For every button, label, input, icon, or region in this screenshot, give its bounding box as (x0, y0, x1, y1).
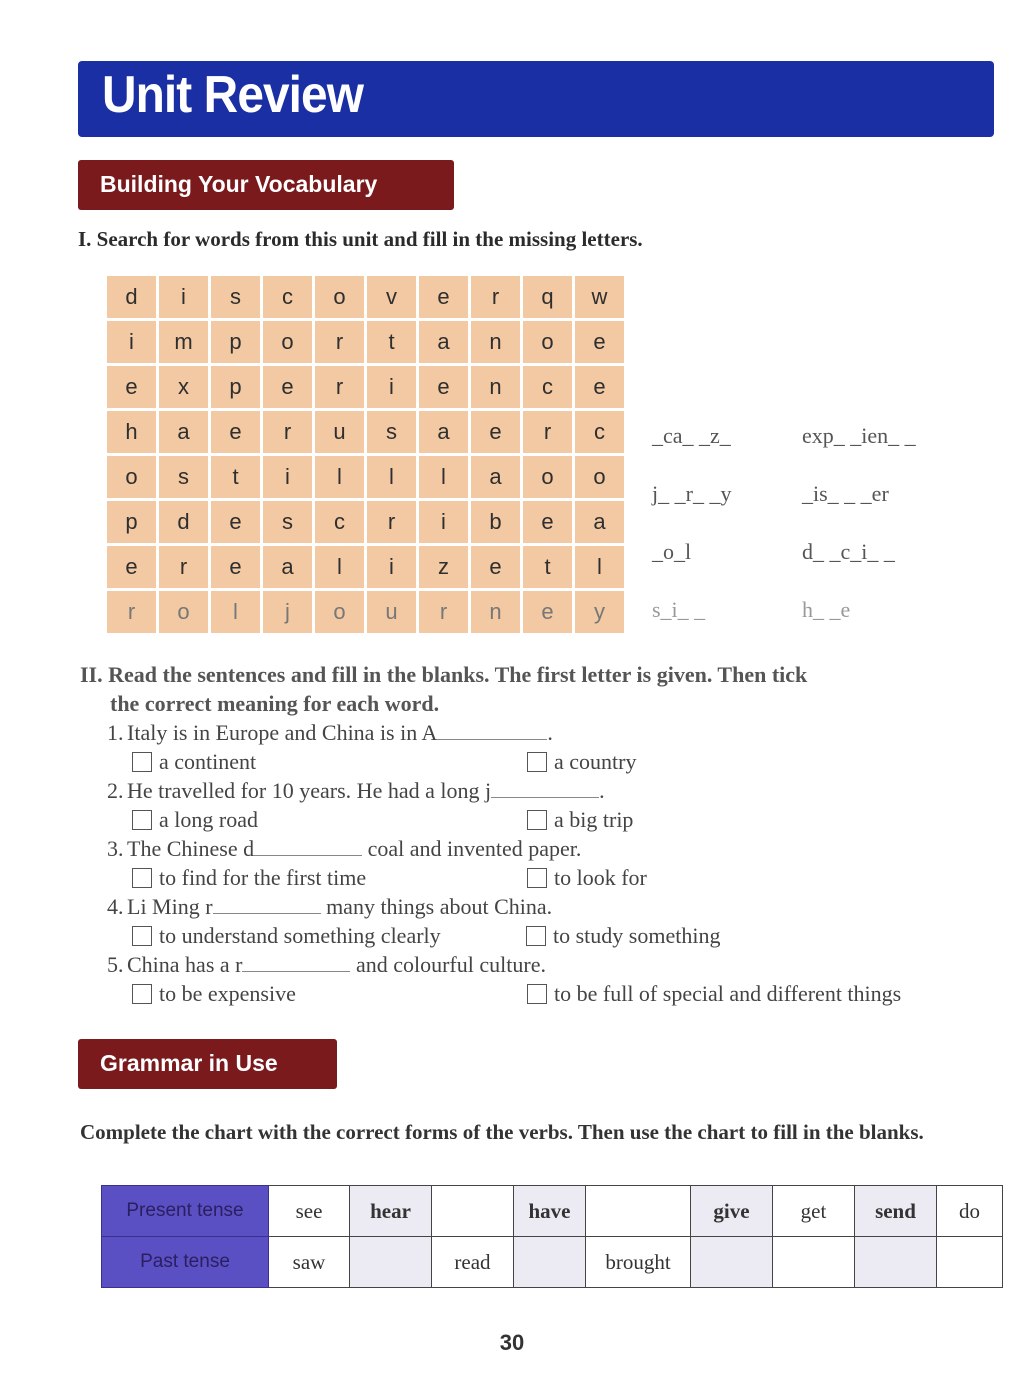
grid-cell[interactable]: c (315, 501, 364, 543)
grid-cell[interactable]: e (419, 276, 468, 318)
question-line (80, 834, 990, 863)
grid-cell[interactable]: a (575, 501, 624, 543)
grid-cell[interactable]: e (471, 411, 520, 453)
grid-cell[interactable]: r (367, 501, 416, 543)
row-label-present: Present tense (102, 1186, 269, 1237)
checkbox[interactable] (132, 868, 152, 888)
grid-cell[interactable]: e (263, 366, 312, 408)
present-tense-cell: get (773, 1186, 855, 1237)
past-tense-cell[interactable] (937, 1237, 1003, 1288)
grid-cell[interactable]: q (523, 276, 572, 318)
present-tense-cell: hear (350, 1186, 432, 1237)
question-text (127, 718, 553, 747)
grid-cell[interactable]: w (575, 276, 624, 318)
question-line (80, 892, 990, 921)
option-b-label: a country (554, 749, 637, 774)
word-clue[interactable]: exp_ _ien_ _ (802, 423, 916, 448)
grid-cell[interactable]: l (315, 456, 364, 498)
grid-cell[interactable]: i (367, 366, 416, 408)
option-b-label: a big trip (554, 807, 634, 832)
grid-cell[interactable]: h (107, 411, 156, 453)
answer-blank[interactable] (242, 953, 350, 972)
checkbox[interactable] (526, 926, 546, 946)
question-number: 2. (107, 778, 124, 803)
grid-cell[interactable]: p (211, 321, 260, 363)
option-a-label: a long road (159, 807, 258, 832)
grid-cell[interactable]: r (523, 411, 572, 453)
checkbox[interactable] (527, 984, 547, 1004)
present-tense-cell: send (855, 1186, 937, 1237)
grid-cell[interactable]: l (367, 456, 416, 498)
option-a-label: to find for the first time (159, 865, 367, 890)
grid-cell[interactable]: r (107, 591, 156, 633)
checkbox[interactable] (132, 752, 152, 772)
grid-cell[interactable]: y (575, 591, 624, 633)
grid-cell[interactable]: e (575, 366, 624, 408)
grid-cell[interactable]: o (315, 276, 364, 318)
question-line (80, 776, 990, 805)
question-list (80, 718, 990, 1008)
grid-cell[interactable]: e (107, 546, 156, 588)
question-text-after: . (547, 720, 553, 745)
section-badge-vocabulary (78, 160, 454, 210)
grid-cell[interactable]: i (159, 276, 208, 318)
grid-cell[interactable]: p (107, 501, 156, 543)
grid-cell[interactable]: r (471, 276, 520, 318)
grid-cell[interactable]: r (263, 411, 312, 453)
question-number: 4. (107, 894, 124, 919)
answer-blank[interactable] (437, 721, 547, 740)
question-text (127, 776, 605, 805)
present-tense-cell: see (269, 1186, 350, 1237)
option-a-label: to be expensive (159, 981, 296, 1006)
option-line (80, 747, 990, 776)
row-label-past: Past tense (102, 1237, 269, 1288)
grid-cell[interactable]: o (523, 321, 572, 363)
grid-cell[interactable]: e (211, 501, 260, 543)
grid-cell[interactable]: p (211, 366, 260, 408)
checkbox[interactable] (132, 810, 152, 830)
grid-cell[interactable]: n (471, 366, 520, 408)
question-text (127, 892, 552, 921)
part2-instruction-line1: II. Read the sentences and fill in the blanks. The first letter is given. Then tick (80, 662, 808, 687)
grid-cell[interactable]: o (107, 456, 156, 498)
question-text-before: The Chinese d (127, 836, 255, 861)
past-tense-cell[interactable] (855, 1237, 937, 1288)
grid-cell[interactable]: e (419, 366, 468, 408)
question-text-before: Italy is in Europe and China is in A (127, 720, 438, 745)
grid-cell[interactable]: x (159, 366, 208, 408)
option-line (80, 921, 990, 950)
grid-cell[interactable]: t (367, 321, 416, 363)
page-title: Unit Review (102, 66, 364, 124)
question-text-before: Li Ming r (127, 894, 213, 919)
option-b[interactable] (527, 805, 633, 834)
option-b[interactable] (527, 747, 636, 776)
grid-cell[interactable]: s (367, 411, 416, 453)
answer-blank[interactable] (491, 779, 599, 798)
word-clue[interactable]: d_ _c_i_ _ (802, 539, 895, 564)
part2 (80, 660, 990, 1008)
grammar-instruction: Complete the chart with the correct forms of the verbs. Then use the chart to fill in the blanks. (80, 1120, 924, 1144)
option-a[interactable] (132, 979, 296, 1008)
grid-cell[interactable]: e (211, 546, 260, 588)
grid-cell[interactable]: e (107, 366, 156, 408)
option-b-label: to be full of special and different things (554, 981, 902, 1006)
grid-cell[interactable]: c (263, 276, 312, 318)
option-a[interactable] (132, 805, 258, 834)
grid-cell[interactable]: r (315, 321, 364, 363)
option-a-label: to understand something clearly (159, 923, 441, 948)
grid-cell[interactable]: a (419, 321, 468, 363)
grid-cell[interactable]: l (575, 546, 624, 588)
past-tense-cell: saw (269, 1237, 350, 1288)
grid-cell[interactable]: r (315, 366, 364, 408)
option-b-label: to look for (554, 865, 647, 890)
grid-cell[interactable]: i (419, 501, 468, 543)
past-tense-cell: brought (586, 1237, 691, 1288)
present-tense-cell[interactable] (432, 1186, 514, 1237)
question-text-before: China has a r (127, 952, 243, 977)
grid-cell[interactable]: e (523, 591, 572, 633)
checkbox[interactable] (527, 810, 547, 830)
option-b[interactable] (527, 979, 901, 1008)
grid-cell[interactable]: b (471, 501, 520, 543)
grid-cell[interactable]: r (159, 546, 208, 588)
past-tense-cell[interactable] (350, 1237, 432, 1288)
grid-cell[interactable]: z (419, 546, 468, 588)
grid-cell[interactable]: l (315, 546, 364, 588)
grid-cell[interactable]: i (107, 321, 156, 363)
grid-cell[interactable]: s (159, 456, 208, 498)
grid-cell[interactable]: u (315, 411, 364, 453)
past-tense-row (102, 1237, 1003, 1288)
option-b[interactable] (527, 863, 647, 892)
unit-review-banner (78, 61, 994, 137)
checkbox[interactable] (527, 752, 547, 772)
grid-cell[interactable]: u (367, 591, 416, 633)
grid-cell[interactable]: t (211, 456, 260, 498)
word-clue[interactable]: h_ _e (802, 597, 851, 622)
grid-cell[interactable]: l (419, 456, 468, 498)
past-tense-cell[interactable] (514, 1237, 586, 1288)
question-line (80, 718, 990, 747)
past-tense-cell: read (432, 1237, 514, 1288)
grid-cell[interactable]: c (523, 366, 572, 408)
question-text-after: . (599, 778, 605, 803)
grid-cell[interactable]: l (211, 591, 260, 633)
word-clues (652, 423, 952, 655)
past-tense-cell[interactable] (773, 1237, 855, 1288)
option-a[interactable] (132, 863, 366, 892)
word-search-grid (107, 276, 624, 633)
question-line (80, 950, 990, 979)
grid-cell[interactable]: d (107, 276, 156, 318)
present-tense-cell: have (514, 1186, 586, 1237)
grid-cell[interactable]: o (315, 591, 364, 633)
option-line (80, 979, 990, 1008)
grid-cell[interactable]: n (471, 321, 520, 363)
grid-cell[interactable]: o (523, 456, 572, 498)
grid-cell[interactable]: c (575, 411, 624, 453)
grid-cell[interactable]: i (263, 456, 312, 498)
question-text-after: many things about China. (320, 894, 553, 919)
section-title-grammar: Grammar in Use (100, 1050, 278, 1076)
question-text-after: and colourful culture. (350, 952, 546, 977)
grid-cell[interactable]: s (263, 501, 312, 543)
answer-blank[interactable] (213, 895, 321, 914)
option-a[interactable] (132, 921, 441, 950)
question-text (127, 834, 581, 863)
grid-cell[interactable]: e (523, 501, 572, 543)
word-clue[interactable]: _ca_ _z_ (652, 423, 731, 448)
question-number: 3. (107, 836, 124, 861)
verb-tense-chart (101, 1185, 1003, 1288)
grid-cell[interactable]: d (159, 501, 208, 543)
part1-instruction: I. Search for words from this unit and fill in the missing letters. (78, 227, 643, 251)
part2-instruction (80, 660, 990, 718)
grid-cell[interactable]: a (471, 456, 520, 498)
grid-cell[interactable]: e (471, 546, 520, 588)
option-b-label: to study something (553, 923, 721, 948)
option-line (80, 863, 990, 892)
checkbox[interactable] (132, 984, 152, 1004)
grid-cell[interactable]: o (575, 456, 624, 498)
grid-cell[interactable]: o (263, 321, 312, 363)
grid-cell[interactable]: s (211, 276, 260, 318)
word-clue[interactable]: _is_ _ _er (802, 481, 889, 506)
option-line (80, 805, 990, 834)
grid-cell[interactable]: e (575, 321, 624, 363)
grid-cell[interactable]: e (211, 411, 260, 453)
option-a[interactable] (132, 747, 256, 776)
option-a-label: a continent (159, 749, 257, 774)
grid-cell[interactable]: m (159, 321, 208, 363)
present-tense-cell: give (691, 1186, 773, 1237)
grid-cell[interactable]: a (263, 546, 312, 588)
checkbox[interactable] (132, 926, 152, 946)
page-number: 30 (499, 1330, 525, 1355)
present-tense-cell: do (937, 1186, 1003, 1237)
question-text (127, 950, 546, 979)
section-badge-grammar (78, 1039, 337, 1089)
grid-cell[interactable]: a (419, 411, 468, 453)
section-title-vocabulary: Building Your Vocabulary (100, 171, 378, 197)
question-text-before: He travelled for 10 years. He had a long j (127, 778, 492, 803)
word-clue[interactable]: j_ _r_ _y (652, 481, 732, 506)
question-text-after: coal and invented paper. (362, 836, 582, 861)
checkbox[interactable] (527, 868, 547, 888)
past-tense-cell[interactable] (691, 1237, 773, 1288)
grid-cell[interactable]: i (367, 546, 416, 588)
grid-cell[interactable]: n (471, 591, 520, 633)
question-number: 1. (107, 720, 124, 745)
grid-cell[interactable]: o (159, 591, 208, 633)
word-clue[interactable]: s_i_ _ (652, 597, 706, 622)
word-clue[interactable]: _o_l (652, 539, 692, 564)
grid-cell[interactable]: j (263, 591, 312, 633)
present-tense-row (102, 1186, 1003, 1237)
question-number: 5. (107, 952, 124, 977)
grid-cell[interactable]: t (523, 546, 572, 588)
option-b[interactable] (526, 921, 720, 950)
grid-cell[interactable]: r (419, 591, 468, 633)
answer-blank[interactable] (254, 837, 362, 856)
part2-instruction-line2: the correct meaning for each word. (110, 691, 440, 716)
grid-cell[interactable]: v (367, 276, 416, 318)
present-tense-cell[interactable] (586, 1186, 691, 1237)
grid-cell[interactable]: a (159, 411, 208, 453)
